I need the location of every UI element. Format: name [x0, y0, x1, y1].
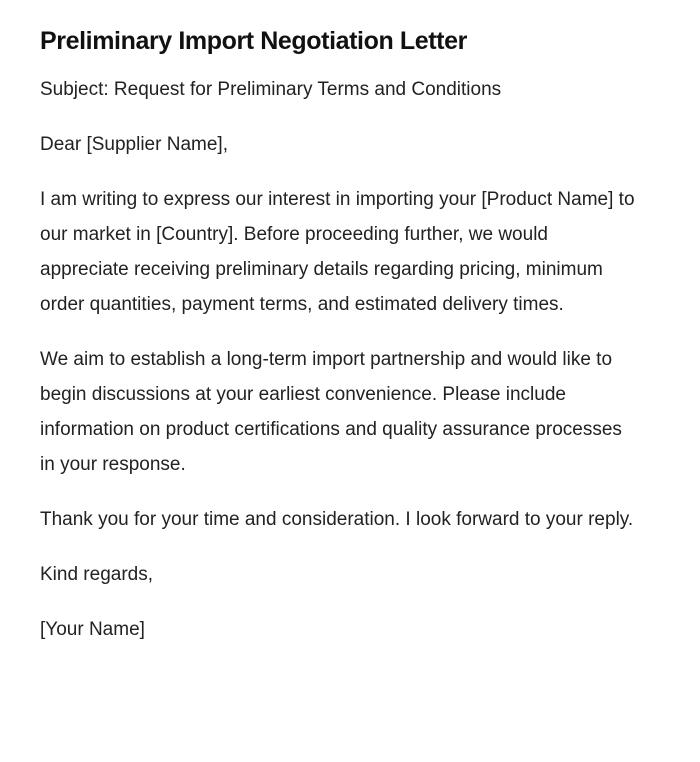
letter-paragraph-partnership: We aim to establish a long-term import partnership and would like to begin discussions at your earliest convenience. Please include information on product certifications and quality assurance processes in your response.	[40, 349, 622, 475]
letter-paragraph-interest: I am writing to express our interest in importing your [Product Name] to our market in [Country]. Before proceeding further, we would appreciate receiving preliminary details regarding pricing, minimum order quantities, payment terms, and estimated delivery times.	[40, 189, 635, 315]
letter-title: Preliminary Import Negotiation Letter	[40, 27, 467, 55]
letter-signature: [Your Name]	[40, 619, 145, 640]
letter-salutation: Dear [Supplier Name],	[40, 134, 228, 155]
letter-subject: Subject: Request for Preliminary Terms and Conditions	[40, 79, 502, 100]
letter-closing: Kind regards,	[40, 564, 154, 585]
letter-paragraph-thanks: Thank you for your time and consideration. I look forward to your reply.	[40, 509, 634, 530]
